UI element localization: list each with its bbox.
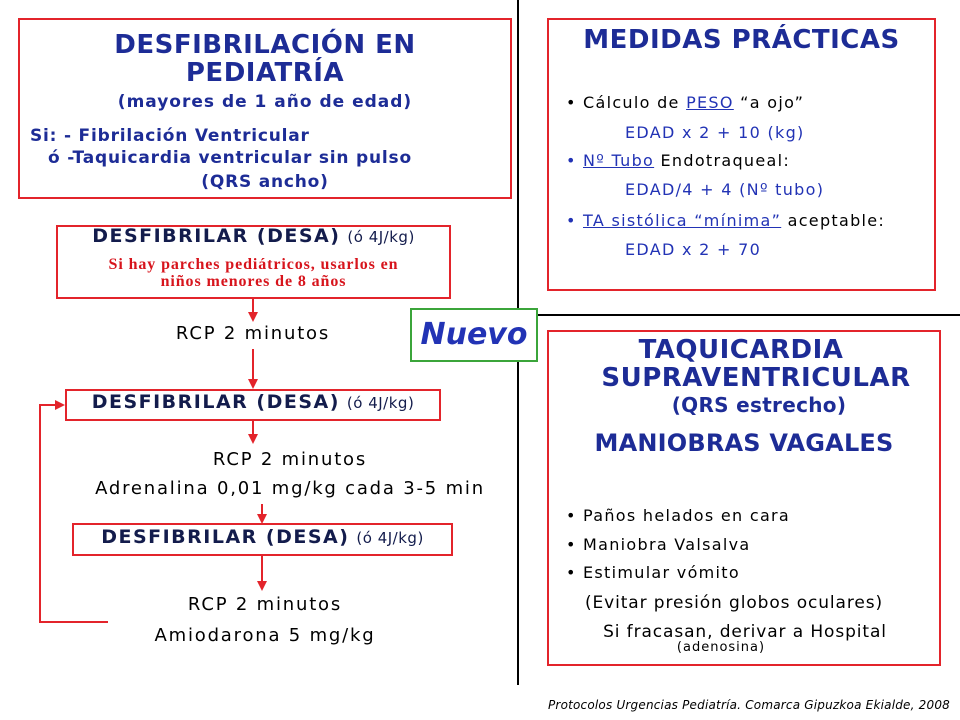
maneuver-item [566,563,740,583]
flow-arrow-3 [248,421,258,444]
maneuver-label: Paños helados en cara [583,506,791,525]
hospital-referral: Si fracasan, derivar a Hospital [603,622,887,642]
maneuver-label: Maniobra Valsalva [583,535,751,554]
defibrillate-step-3 [72,526,453,549]
ocular-pressure-caution: (Evitar presión globos oculares) [584,593,884,613]
indication-wide-qrs: (QRS ancho) [201,172,329,192]
vagal-maneuvers-heading: MANIOBRAS VAGALES [594,429,894,457]
repeat-loop-arrow [40,400,108,622]
adrenaline-dose: Adrenalina 0,01 mg/kg cada 3-5 min [95,478,485,499]
maneuver-item [566,535,751,555]
blood-pressure-formula: EDAD x 2 + 70 [625,240,762,259]
measure-tube-suffix: Endotraqueal: [654,151,791,170]
rcp-step-2: RCP 2 minutos [212,449,368,470]
amiodarone-dose: Amiodarona 5 mg/kg [154,625,376,646]
bullet-icon [566,93,583,113]
source-footer: Protocolos Urgencias Pediatría. Comarca Gipuzkoa Ekialde, 2008 [548,698,950,712]
rcp-step-3: RCP 2 minutos [187,594,343,615]
new-badge: Nuevo [410,308,538,362]
maneuver-item [566,506,790,526]
bullet-icon [566,211,583,231]
bullet-icon [566,151,583,171]
maneuver-label: Estimular vómito [583,563,740,582]
page-title-line-2: PEDIATRÍA [185,58,345,88]
energy-dose: (ó 4J/kg) [346,394,415,412]
pediatric-pads-note-line-1: Si hay parches pediátricos, usarlos en [108,256,399,273]
flow-arrow-4 [257,504,267,524]
adenosine-note: (adenosina) [676,640,766,655]
measure-weight [566,93,804,113]
narrow-qrs-subtitle: (QRS estrecho) [671,393,847,417]
measure-bp-term: TA sistólica “mínima” [583,211,782,230]
energy-dose: (ó 4J/kg) [347,228,415,246]
measure-weight-term: PESO [686,93,734,112]
defibrillate-label: DESFIBRILAR (DESA) [101,526,350,548]
pediatric-pads-note-line-2: niños menores de 8 años [160,273,347,290]
flow-arrow-2 [248,349,258,389]
bullet-icon [566,563,583,583]
flow-arrow-1 [248,299,258,322]
weight-formula: EDAD x 2 + 10 (kg) [625,123,805,142]
rcp-step-1: RCP 2 minutos [175,323,331,344]
page-title-line-1: DESFIBRILACIÓN EN [114,30,416,60]
energy-dose: (ó 4J/kg) [356,529,424,547]
measure-tube [566,151,790,171]
measure-tube-term: Nº Tubo [583,151,655,170]
practical-measures-title: MEDIDAS PRÁCTICAS [583,25,900,55]
tube-formula: EDAD/4 + 4 (Nº tubo) [625,180,825,199]
defibrillate-step-1 [56,225,451,248]
measure-bp-suffix: aceptable: [781,211,886,230]
measure-weight-prefix: Cálculo de [583,93,687,112]
indication-vf: Si: - Fibrilación Ventricular [30,126,310,146]
svt-title-line-2: SUPRAVENTRICULAR [601,363,911,393]
flow-arrow-5 [257,556,267,591]
indication-pulseless-vt: ó -Taquicardia ventricular sin pulso [48,148,412,168]
defibrillate-step-2 [65,391,441,414]
svt-title-line-1: TAQUICARDIA [638,335,844,365]
defibrillate-label: DESFIBRILAR (DESA) [92,225,341,247]
age-range-subtitle: (mayores de 1 año de edad) [117,92,413,112]
bullet-icon [566,506,583,526]
defibrillate-label: DESFIBRILAR (DESA) [91,391,340,413]
bullet-icon [566,535,583,555]
measure-blood-pressure [566,211,885,231]
measure-weight-suffix: “a ojo” [733,93,805,112]
